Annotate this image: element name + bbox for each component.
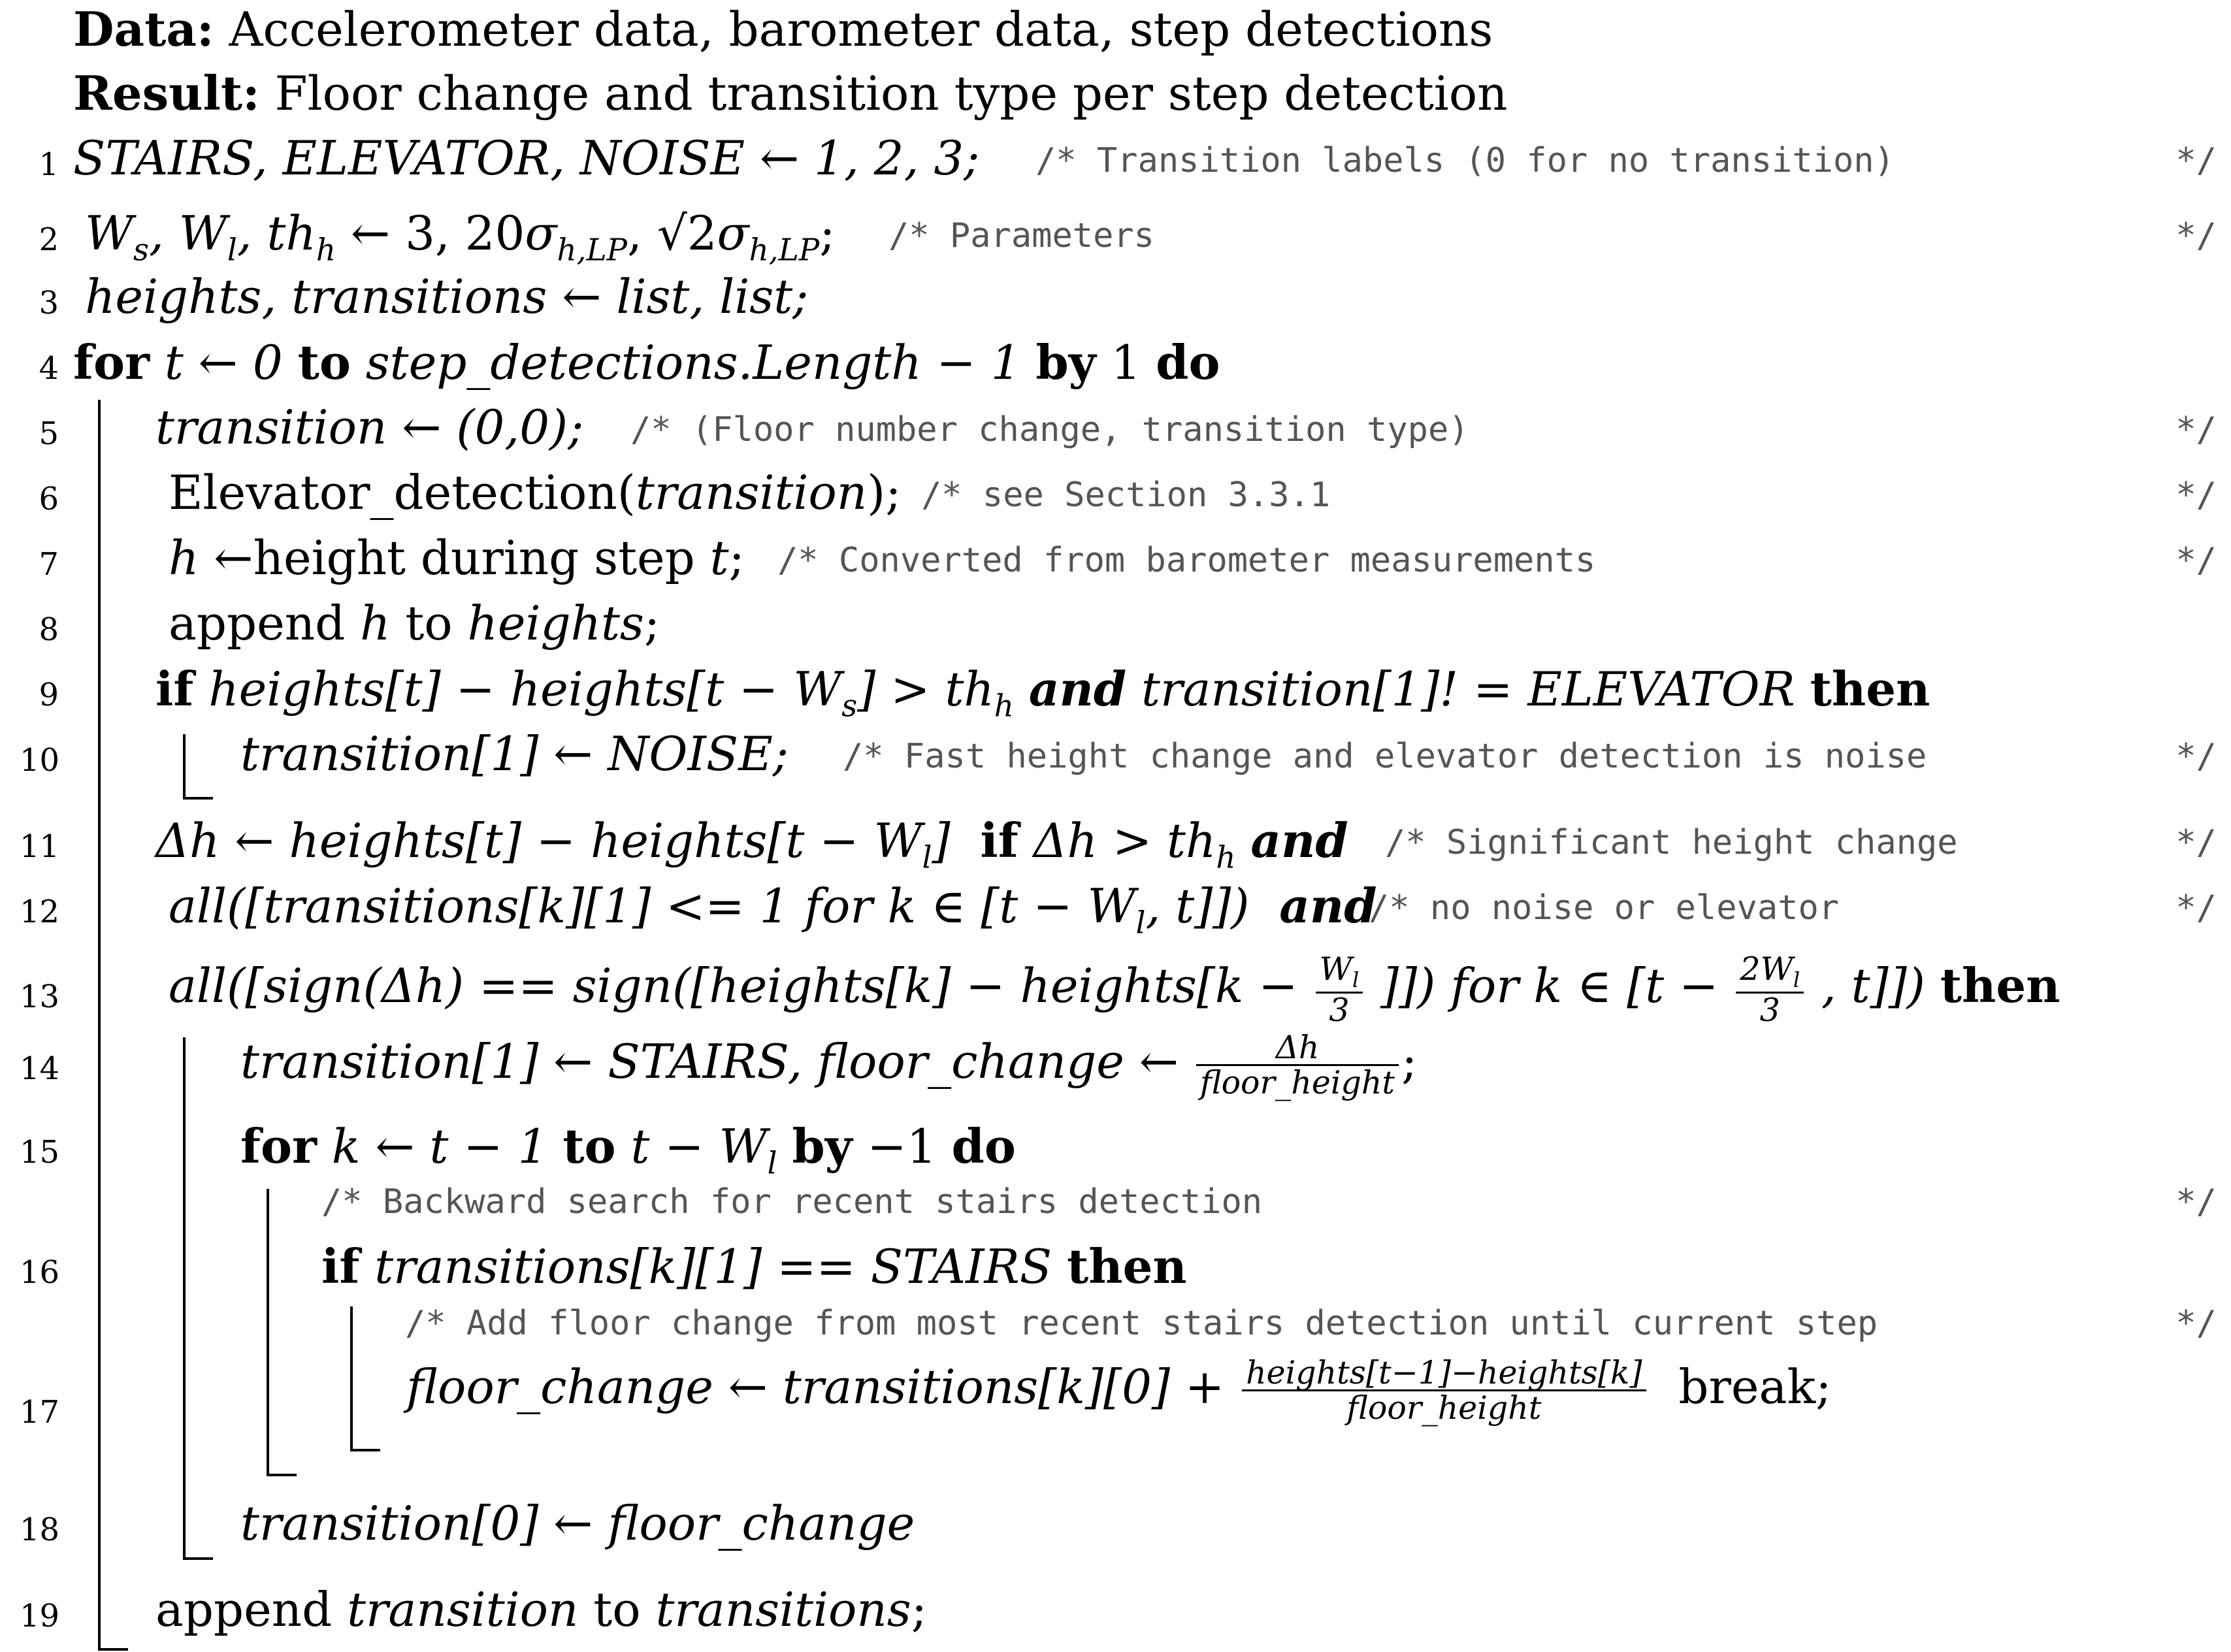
fraction: $\frac{2W_l}{3}$ — [1736, 952, 1804, 1027]
comment: /* no noise or elevator — [1369, 888, 1840, 928]
comment-close: */ — [2175, 476, 2217, 515]
comment-close: */ — [2175, 141, 2217, 180]
line-number: 2 — [39, 221, 59, 258]
code-text: if transitions[k][1] == STAIRS then — [321, 1239, 1187, 1294]
line-number: 5 — [39, 415, 59, 452]
code-text: Elevator_detection(transition); — [169, 465, 902, 520]
result-label: Result: — [73, 65, 260, 121]
comment: /* Transition labels (0 for no transition) — [1035, 141, 1895, 180]
comment-close: */ — [2175, 1182, 2217, 1222]
code-text: if heights[t] − heights[t − $W_s] > th_h$ and transition[1]! = ELEVATOR then — [155, 661, 1930, 724]
line-number: 7 — [39, 546, 59, 583]
line-number: 12 — [20, 894, 60, 930]
comment-close: */ — [2175, 1304, 2217, 1343]
comment-close: */ — [2175, 737, 2217, 776]
line-number: 4 — [39, 350, 59, 387]
line-number: 17 — [20, 1394, 60, 1431]
code-text: heights, transitions ← list, list; — [85, 269, 809, 324]
comment-close: */ — [2175, 823, 2217, 862]
comment: /* Significant height change — [1385, 823, 1958, 862]
code-text: for k ← t − 1 to $t - W_l$ by −1 do — [240, 1118, 1016, 1182]
comment-close: */ — [2175, 216, 2217, 255]
code-text: STAIRS, ELEVATOR, NOISE ← 1, 2, 3; — [73, 131, 980, 186]
block-bar-if-noise — [183, 734, 186, 800]
comment-close: */ — [2175, 410, 2217, 449]
code-text: transition[0] ← floor_change — [240, 1496, 915, 1551]
line-number: 8 — [39, 611, 59, 648]
line-number: 1 — [39, 146, 59, 183]
code-text: floor_change ← transitions[k][0] + $\frac{\text{heights[t−1]−heights[k]}}{\text{floor\_height}}$ break; — [406, 1354, 1832, 1427]
line-number: 19 — [20, 1598, 60, 1634]
block-end-if-noise — [183, 797, 213, 800]
code-text: h ←height during step t; — [169, 530, 745, 585]
comment: /* Add floor change from most recent stairs detection until current step — [405, 1304, 1878, 1343]
fraction: $\frac{\Delta h}{\text{floor\_height}}$ — [1196, 1031, 1399, 1100]
comment-close: */ — [2175, 541, 2217, 580]
code-text: Δh ← heights[t] − heights[t − $W_l$] if $\Delta h > th_h$ and — [155, 813, 1348, 876]
block-end-inner-if — [350, 1449, 380, 1451]
code-text: for t ← 0 to step_detections.Length − 1 by 1 do — [73, 334, 1220, 390]
result-text: Floor change and transition type per step detection — [274, 66, 1508, 121]
line-number: 15 — [20, 1134, 60, 1171]
block-end-for — [98, 1648, 128, 1651]
block-end-inner-for — [267, 1474, 297, 1476]
block-bar-inner-for — [267, 1189, 269, 1476]
line-number: 10 — [20, 742, 60, 779]
code-text: transition ← (0,0); — [155, 400, 584, 455]
fraction: $\frac{\text{heights[t−1]−heights[k]}}{\text{floor\_height}}$ — [1242, 1356, 1646, 1425]
code-text: append transition to transitions; — [155, 1582, 927, 1637]
block-bar-for — [98, 400, 101, 1651]
result-header — [73, 65, 1508, 121]
comment: /* Converted from barometer measurements — [777, 541, 1596, 580]
comment: /* (Floor number change, transition type) — [630, 410, 1469, 449]
line-number: 13 — [20, 979, 60, 1015]
data-header — [73, 1, 1493, 57]
code-text: append h to heights; — [169, 596, 660, 651]
line-number: 6 — [39, 481, 59, 517]
block-end-if-stairs — [183, 1557, 213, 1560]
comment: /* Backward search for recent stairs detection — [321, 1182, 1263, 1222]
code-text: $W_s$, $W_l$, $th_h$ ← 3, $20\sigma_{h,LP}$, $√2\sigma_{h,LP}$; — [85, 206, 836, 268]
fraction: $\frac{W_l}{3}$ — [1316, 952, 1363, 1027]
comment-close: */ — [2175, 888, 2217, 928]
block-bar-if-stairs — [183, 1037, 186, 1560]
code-text: transition[1] ← STAIRS, floor_change ← $\frac{\Delta h}{\text{floor\_height}}$ ; — [240, 1029, 1418, 1102]
data-text: Accelerometer data, barometer data, step detections — [229, 2, 1493, 57]
comment: /* Parameters — [888, 216, 1154, 255]
line-number: 9 — [39, 677, 59, 713]
code-text: transition[1] ← NOISE; — [240, 726, 789, 781]
line-number: 14 — [20, 1050, 60, 1087]
comment: /* see Section 3.3.1 — [921, 476, 1331, 515]
code-text: all([sign(Δh) == sign([heights[k] − heights[k − $\frac{W_l}{3}$ ]]) for k ∈ [t − $\frac{2W_l}{3}$ , t]]) then — [169, 950, 2060, 1029]
code-text: all([transitions[k][1] <= 1 for k ∈ [$t - W_l$, t]]) and — [169, 878, 1377, 941]
block-bar-inner-if — [350, 1306, 353, 1451]
data-label: Data: — [73, 1, 214, 57]
line-number: 3 — [39, 285, 59, 321]
comment: /* Fast height change and elevator detection is noise — [843, 737, 1927, 776]
line-number: 16 — [20, 1254, 60, 1291]
line-number: 11 — [20, 828, 60, 865]
line-number: 18 — [20, 1512, 60, 1548]
